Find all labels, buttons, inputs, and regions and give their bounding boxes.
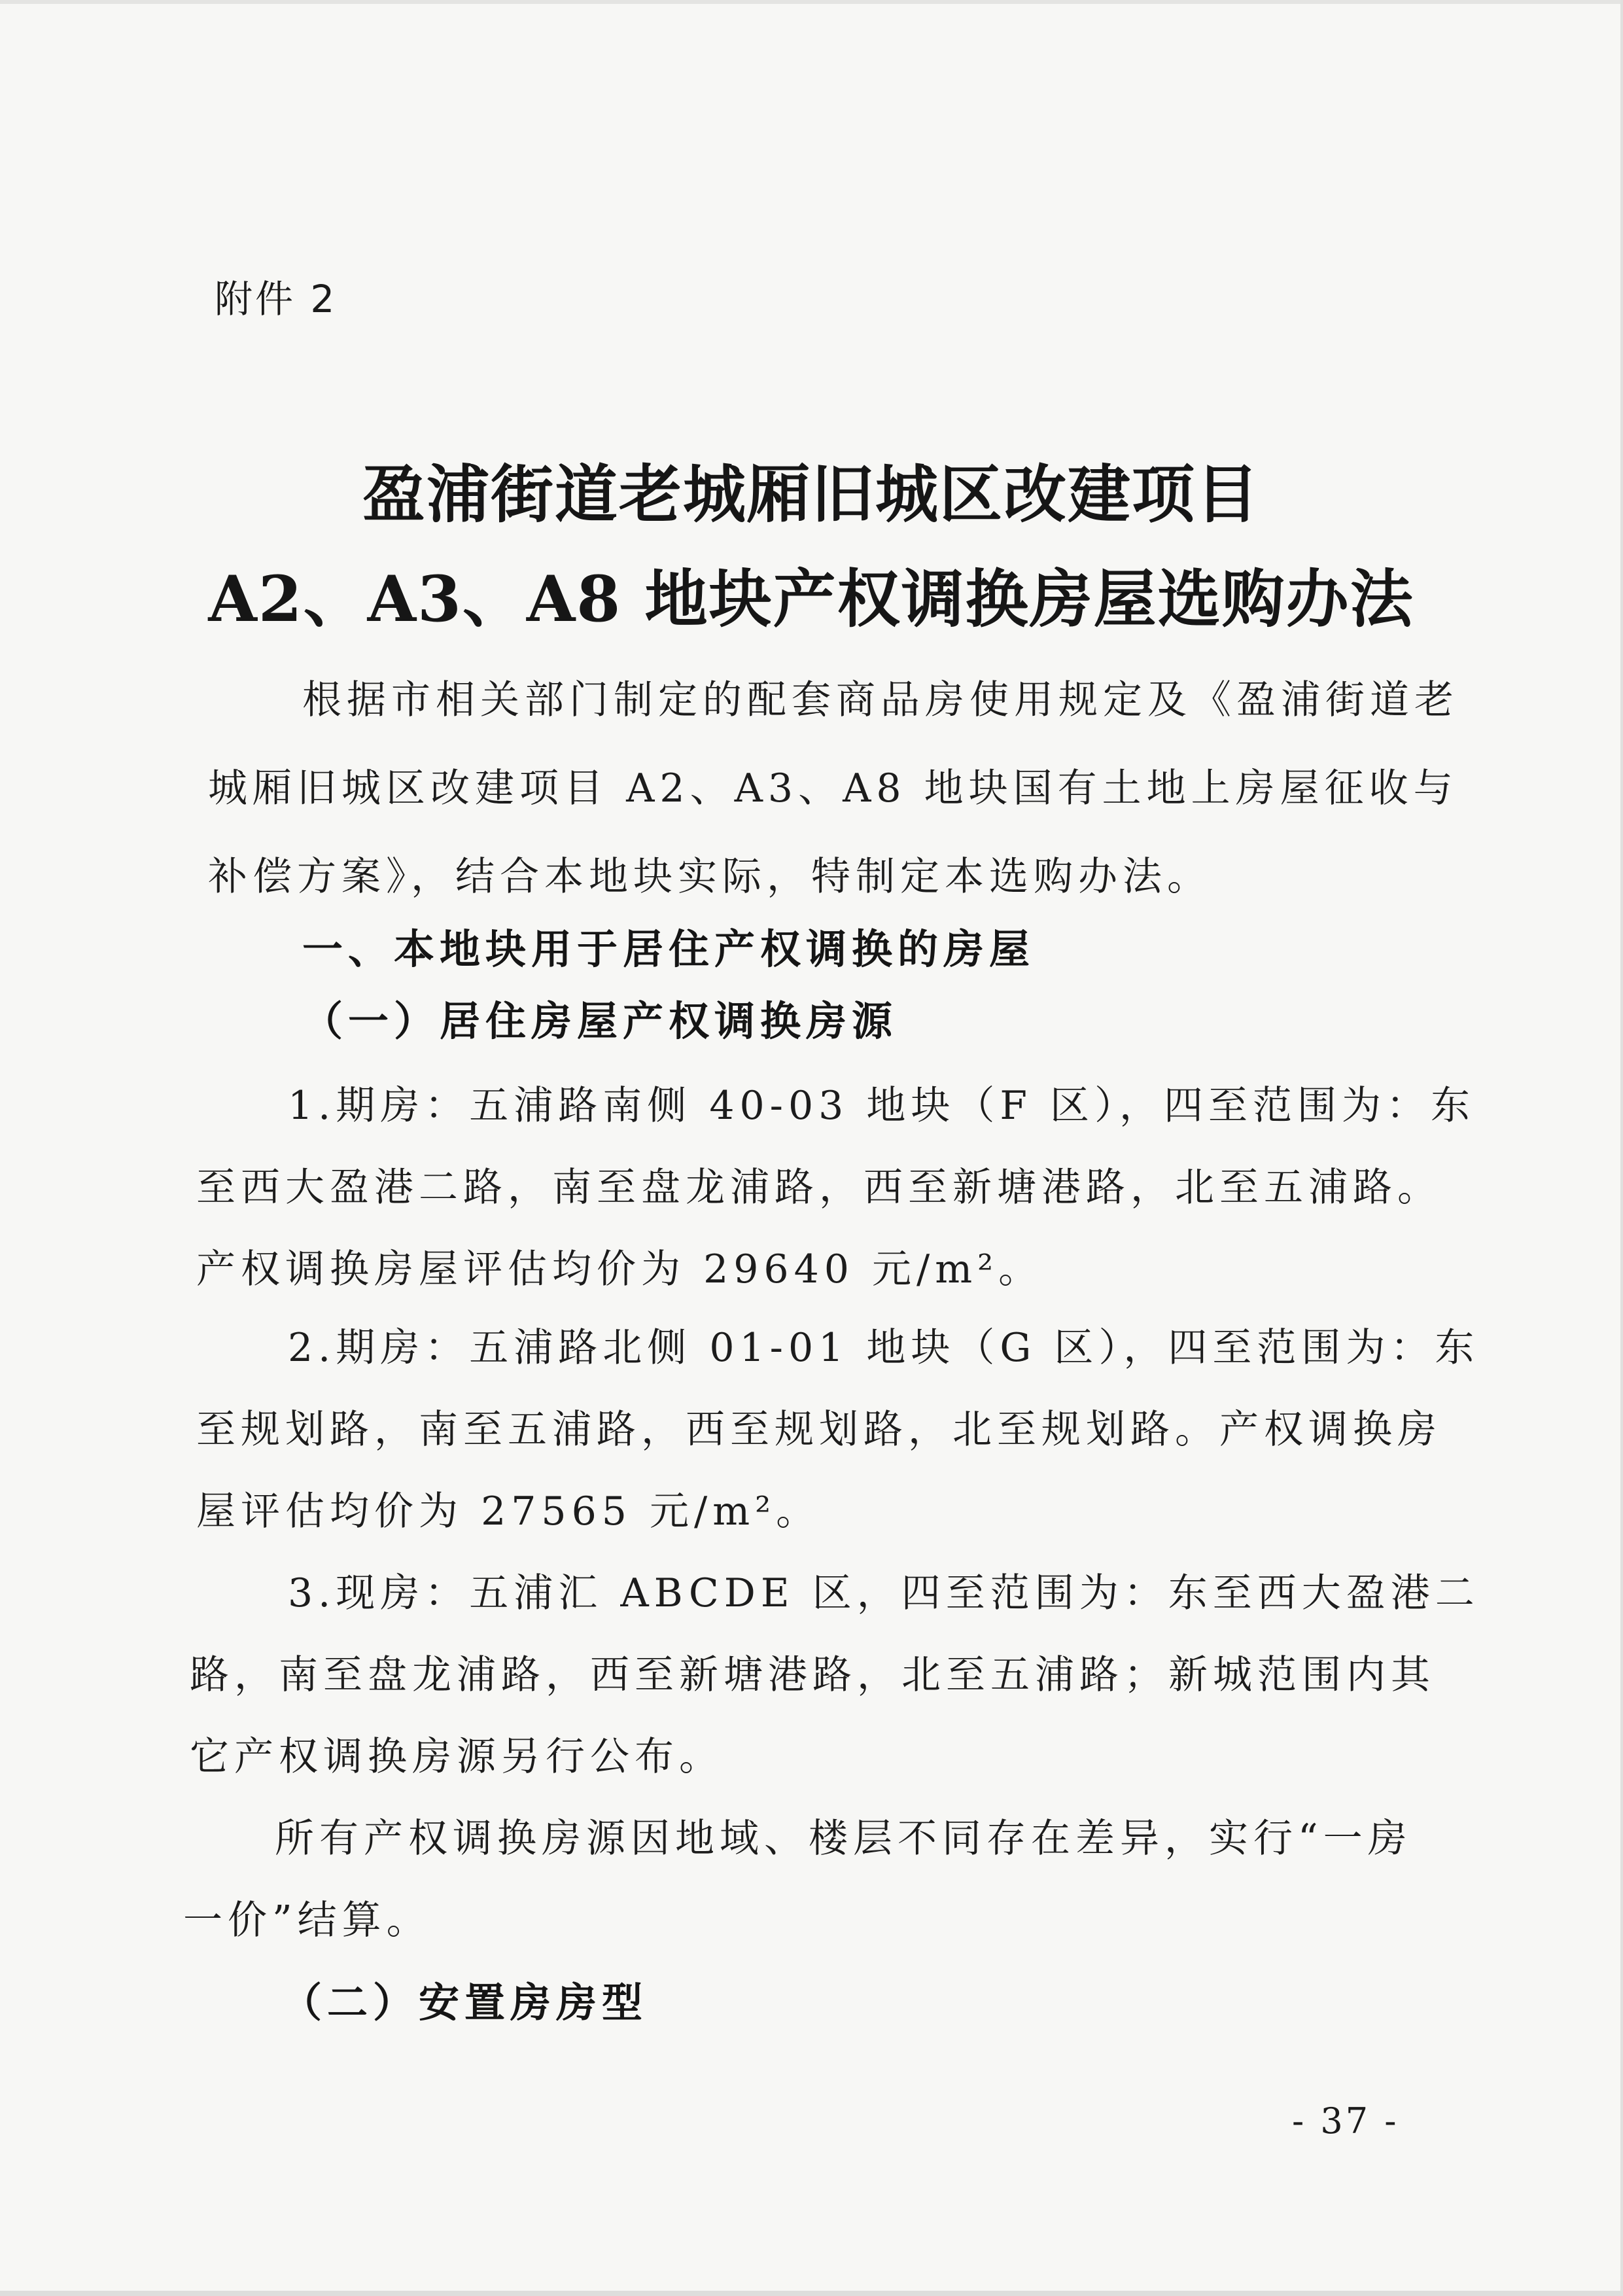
- item-2-line-2: 至规划路，南至五浦路，西至规划路，北至规划路。产权调换房: [196, 1407, 1442, 1453]
- item-3-line-2: 路，南至盘龙浦路，西至新塘港路，北至五浦路；新城范围内其: [190, 1652, 1435, 1698]
- item-1-line-1: 1.期房：五浦路南侧 40-03 地块（F 区），四至范围为：东: [288, 1083, 1476, 1129]
- attachment-label: 附件 2: [215, 277, 338, 321]
- page-edge-top: [0, 0, 1623, 4]
- subsection-2-heading: （二）安置房房型: [281, 1979, 648, 2026]
- pricing-note-line-1: 所有产权调换房源因地域、楼层不同存在差异，实行“一房: [275, 1816, 1412, 1862]
- page-number: - 37 -: [1292, 2100, 1399, 2142]
- item-3-line-3: 它产权调换房源另行公布。: [190, 1734, 724, 1780]
- intro-line-1: 根据市相关部门制定的配套商品房使用规定及《盈浦街道老: [302, 677, 1459, 723]
- page-edge-right: [1620, 0, 1623, 2296]
- item-3-line-1: 3.现房：五浦汇 ABCDE 区，四至范围为：东至西大盈港二: [288, 1570, 1480, 1616]
- page-edge-bottom: [0, 2291, 1623, 2296]
- document-title-line-1: 盈浦街道老城厢旧城区改建项目: [362, 457, 1260, 531]
- section-1-heading: 一、本地块用于居住产权调换的房屋: [302, 925, 1036, 973]
- pricing-note-line-2: 一价”结算。: [183, 1898, 431, 1943]
- item-2-line-3: 屋评估均价为 27565 元/m²。: [196, 1489, 821, 1534]
- item-1-line-3: 产权调换房屋评估均价为 29640 元/m²。: [196, 1246, 1043, 1292]
- intro-line-3: 补偿方案》，结合本地块实际，特制定本选购办法。: [208, 854, 1212, 900]
- document-title-line-2: A2、A3、A8 地块产权调换房屋选购办法: [208, 562, 1414, 636]
- item-1-line-2: 至西大盈港二路，南至盘龙浦路，西至新塘港路，北至五浦路。: [196, 1165, 1442, 1210]
- intro-line-2: 城厢旧城区改建项目 A2、A3、A8 地块国有土地上房屋征收与: [208, 766, 1458, 811]
- subsection-1-heading: （一）居住房屋产权调换房源: [302, 997, 898, 1045]
- item-2-line-1: 2.期房：五浦路北侧 01-01 地块（G 区），四至范围为：东: [288, 1325, 1480, 1371]
